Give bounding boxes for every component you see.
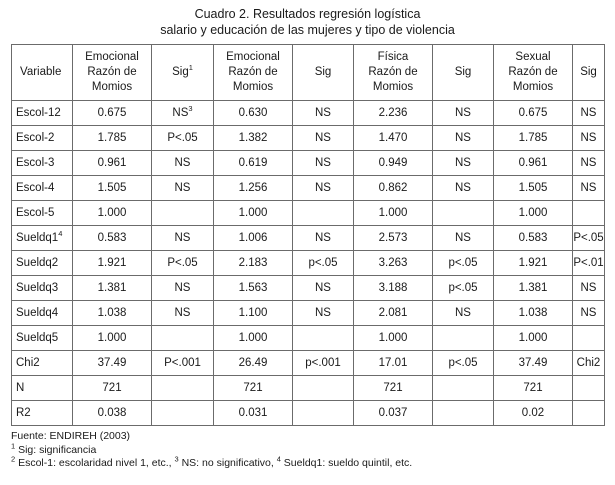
source-note: Fuente: ENDIREH (2003)	[11, 430, 131, 442]
column-header-line: Sig	[172, 66, 189, 78]
row-label	[12, 351, 73, 376]
column-header-line: Emocional	[226, 51, 280, 63]
cell-value: p<.001	[305, 357, 341, 369]
significance-cell	[152, 376, 214, 401]
significance-cell	[573, 276, 605, 301]
column-header-line: Momios	[372, 81, 414, 93]
cell-value: p<.05	[448, 257, 478, 269]
row-label	[12, 376, 73, 401]
significance-cell	[573, 151, 605, 176]
cell-value: 1.038	[518, 307, 548, 319]
odds-ratio-cell	[214, 401, 293, 426]
cell-value: 1.100	[238, 307, 268, 319]
significance-cell	[152, 226, 214, 251]
significance-cell	[433, 251, 494, 276]
cell-value: NS	[455, 132, 471, 144]
cell-value: 0.02	[521, 407, 545, 419]
odds-ratio-cell	[354, 201, 433, 226]
odds-ratio-cell	[494, 151, 573, 176]
cell-value: 0.038	[97, 407, 127, 419]
cell-value: NS	[580, 282, 597, 294]
cell-value: p<.05	[448, 357, 478, 369]
cell-value: 1.000	[378, 332, 408, 344]
significance-cell	[152, 326, 214, 351]
odds-ratio-cell	[73, 251, 152, 276]
table-row	[12, 326, 605, 351]
table-header-row	[12, 45, 605, 101]
odds-ratio-cell	[494, 351, 573, 376]
row-label-text: N	[16, 382, 25, 394]
column-header	[12, 45, 73, 101]
cell-value: 721	[523, 382, 543, 394]
significance-cell	[293, 176, 354, 201]
odds-ratio-cell	[354, 326, 433, 351]
column-header-line: Momios	[512, 81, 554, 93]
row-label-footnote-mark: 4	[58, 229, 63, 239]
footnote-2: $^2$ Escol-1: escolaridad nivel 1, etc., $^3$ NS: no significativo, $^4$ Sueldq1: sueldo quintil, etc.	[11, 454, 413, 469]
column-header	[433, 45, 494, 101]
cell-value: 2.081	[378, 307, 408, 319]
row-label-text: Escol-4	[16, 182, 55, 194]
significance-cell	[293, 326, 354, 351]
odds-ratio-cell	[214, 126, 293, 151]
odds-ratio-cell	[494, 126, 573, 151]
odds-ratio-cell	[354, 351, 433, 376]
cell-value: p<.05	[308, 257, 338, 269]
significance-cell	[293, 151, 354, 176]
significance-cell	[152, 401, 214, 426]
significance-cell	[152, 176, 214, 201]
odds-ratio-cell	[494, 376, 573, 401]
cell-value: NS	[315, 157, 331, 169]
odds-ratio-cell	[494, 326, 573, 351]
odds-ratio-cell	[354, 251, 433, 276]
odds-ratio-cell	[494, 251, 573, 276]
cell-value: 1.470	[378, 132, 408, 144]
cell-value: 721	[102, 382, 122, 394]
row-label-text: Escol-2	[16, 132, 55, 144]
odds-ratio-cell	[73, 176, 152, 201]
row-label	[12, 301, 73, 326]
footnote-1: $^1$ Sig: significancia	[11, 441, 97, 456]
column-header	[494, 45, 573, 101]
significance-cell	[433, 201, 494, 226]
column-header	[573, 45, 605, 101]
cell-value: 2.183	[238, 257, 268, 269]
cell-value: 0.583	[518, 232, 548, 244]
significance-cell	[573, 126, 605, 151]
cell-value: 721	[383, 382, 403, 394]
row-label	[12, 401, 73, 426]
cell-value: NS	[580, 107, 597, 119]
cell-value: P<.001	[164, 357, 201, 369]
cell-value: 37.49	[518, 357, 548, 369]
significance-cell	[152, 301, 214, 326]
odds-ratio-cell	[214, 151, 293, 176]
table-row	[12, 351, 605, 376]
column-header-line: Momios	[91, 81, 133, 93]
cell-value: 1.000	[238, 332, 268, 344]
significance-cell	[433, 376, 494, 401]
row-label	[12, 126, 73, 151]
significance-cell	[433, 326, 494, 351]
significance-cell	[433, 226, 494, 251]
row-label-text: Sueldq1	[16, 232, 59, 244]
odds-ratio-cell	[214, 326, 293, 351]
significance-cell	[152, 101, 214, 126]
column-header-line: Razón de	[368, 66, 418, 78]
table-row	[12, 226, 605, 251]
cell-value: NS	[455, 107, 471, 119]
cell-value: NS	[172, 107, 189, 119]
row-label	[12, 251, 73, 276]
cell-value: 1.000	[97, 332, 127, 344]
odds-ratio-cell	[354, 401, 433, 426]
significance-cell	[293, 276, 354, 301]
odds-ratio-cell	[354, 126, 433, 151]
cell-value: NS	[174, 157, 191, 169]
column-header-line: Sig	[580, 66, 597, 78]
odds-ratio-cell	[494, 226, 573, 251]
column-header	[293, 45, 354, 101]
odds-ratio-cell	[73, 151, 152, 176]
odds-ratio-cell	[494, 401, 573, 426]
column-header-line: Razón de	[228, 66, 278, 78]
significance-cell	[573, 401, 605, 426]
significance-cell	[152, 276, 214, 301]
cell-value: 1.921	[518, 257, 548, 269]
cell-value: 1.000	[518, 207, 548, 219]
cell-value: 0.031	[238, 407, 268, 419]
odds-ratio-cell	[494, 301, 573, 326]
column-header-line: Razón de	[508, 66, 558, 78]
cell-value: 37.49	[97, 357, 127, 369]
significance-cell	[573, 201, 605, 226]
significance-cell	[573, 226, 605, 251]
cell-value: 0.961	[518, 157, 548, 169]
row-label-text: Escol-3	[16, 157, 55, 169]
odds-ratio-cell	[354, 151, 433, 176]
odds-ratio-cell	[354, 176, 433, 201]
significance-cell	[433, 101, 494, 126]
row-label-text: Chi2	[16, 357, 40, 369]
significance-cell	[152, 251, 214, 276]
column-header-line: Razón de	[87, 66, 137, 78]
odds-ratio-cell	[73, 201, 152, 226]
cell-value: 0.675	[97, 107, 127, 119]
row-label-text: Sueldq5	[16, 332, 59, 344]
cell-value: NS	[315, 182, 331, 194]
cell-value: Chi2	[576, 357, 601, 369]
cell-value: 1.256	[238, 182, 268, 194]
significance-cell	[573, 351, 605, 376]
column-header-line: Sig	[314, 66, 332, 78]
cell-value: P<.01	[573, 257, 604, 269]
odds-ratio-cell	[214, 301, 293, 326]
cell-value: 1.921	[97, 257, 127, 269]
odds-ratio-cell	[354, 301, 433, 326]
row-label	[12, 326, 73, 351]
cell-value: NS	[580, 182, 597, 194]
row-label-text: Escol-5	[16, 207, 55, 219]
odds-ratio-cell	[73, 101, 152, 126]
significance-cell	[573, 251, 605, 276]
odds-ratio-cell	[214, 276, 293, 301]
cell-value: NS	[174, 182, 191, 194]
cell-value: 1.563	[238, 282, 268, 294]
odds-ratio-cell	[354, 101, 433, 126]
cell-value: NS	[315, 307, 331, 319]
cell-value: P<.05	[573, 232, 604, 244]
cell-value: 0.583	[97, 232, 127, 244]
odds-ratio-cell	[494, 201, 573, 226]
odds-ratio-cell	[214, 376, 293, 401]
odds-ratio-cell	[494, 176, 573, 201]
row-label	[12, 226, 73, 251]
cell-value: P<.05	[167, 257, 198, 269]
significance-cell	[433, 351, 494, 376]
odds-ratio-cell	[354, 376, 433, 401]
cell-value: 1.382	[238, 132, 268, 144]
cell-value: 1.785	[97, 132, 127, 144]
row-label-text: Sueldq3	[16, 282, 59, 294]
table-body	[12, 101, 605, 426]
cell-value: NS	[315, 282, 331, 294]
significance-cell	[433, 151, 494, 176]
cell-value: NS	[580, 307, 597, 319]
cell-value: NS	[455, 307, 471, 319]
cell-footnote-mark: 3	[188, 104, 193, 114]
cell-value: 0.675	[518, 107, 548, 119]
odds-ratio-cell	[494, 101, 573, 126]
table-row	[12, 376, 605, 401]
cell-value: 0.619	[238, 157, 268, 169]
cell-value: 1.381	[518, 282, 548, 294]
row-label	[12, 176, 73, 201]
odds-ratio-cell	[494, 276, 573, 301]
significance-cell	[573, 301, 605, 326]
table-row	[12, 276, 605, 301]
odds-ratio-cell	[214, 226, 293, 251]
cell-value: 1.000	[97, 207, 127, 219]
odds-ratio-cell	[354, 226, 433, 251]
row-label	[12, 151, 73, 176]
significance-cell	[293, 351, 354, 376]
cell-value: 0.862	[378, 182, 408, 194]
odds-ratio-cell	[73, 226, 152, 251]
odds-ratio-cell	[73, 126, 152, 151]
cell-value: p<.05	[448, 282, 478, 294]
significance-cell	[573, 101, 605, 126]
table-row	[12, 251, 605, 276]
cell-value: 1.038	[97, 307, 127, 319]
significance-cell	[293, 126, 354, 151]
row-label-text: Escol-12	[16, 107, 61, 119]
table-row	[12, 401, 605, 426]
table-row	[12, 126, 605, 151]
column-header	[73, 45, 152, 101]
significance-cell	[293, 251, 354, 276]
odds-ratio-cell	[214, 201, 293, 226]
cell-value: 721	[243, 382, 263, 394]
significance-cell	[152, 201, 214, 226]
significance-cell	[293, 101, 354, 126]
significance-cell	[433, 276, 494, 301]
odds-ratio-cell	[214, 101, 293, 126]
cell-value: 1.000	[518, 332, 548, 344]
column-header-line: Física	[377, 51, 409, 63]
row-label	[12, 101, 73, 126]
row-label-text: Sueldq2	[16, 257, 59, 269]
column-header-line: Variable	[20, 66, 62, 78]
cell-value: 1.000	[238, 207, 268, 219]
table-row	[12, 101, 605, 126]
cell-value: NS	[580, 157, 597, 169]
cell-value: 26.49	[238, 357, 268, 369]
significance-cell	[433, 401, 494, 426]
odds-ratio-cell	[214, 176, 293, 201]
significance-cell	[433, 126, 494, 151]
cell-value: P<.05	[167, 132, 198, 144]
cell-value: NS	[455, 157, 471, 169]
significance-cell	[293, 401, 354, 426]
cell-value: NS	[455, 232, 471, 244]
cell-value: 1.006	[238, 232, 268, 244]
header-footnote-mark: 1	[188, 63, 193, 73]
column-header	[354, 45, 433, 101]
column-header	[214, 45, 293, 101]
table-caption	[0, 6, 615, 38]
column-header-line: Momios	[232, 81, 274, 93]
row-label	[12, 201, 73, 226]
significance-cell	[433, 176, 494, 201]
cell-value: 17.01	[378, 357, 408, 369]
odds-ratio-cell	[214, 351, 293, 376]
significance-cell	[573, 376, 605, 401]
table-row	[12, 301, 605, 326]
cell-value: 3.263	[378, 257, 408, 269]
cell-value: NS	[315, 232, 331, 244]
odds-ratio-cell	[354, 276, 433, 301]
significance-cell	[152, 151, 214, 176]
row-label-text: R2	[16, 407, 31, 419]
table-row	[12, 176, 605, 201]
cell-value: 0.630	[238, 107, 268, 119]
table-notes	[11, 430, 412, 471]
significance-cell	[152, 351, 214, 376]
cell-value: 0.961	[97, 157, 127, 169]
cell-value: NS	[174, 307, 191, 319]
caption-line-2: salario y educación de las mujeres y tipo de violencia	[160, 23, 455, 37]
odds-ratio-cell	[73, 276, 152, 301]
column-header-line: Emocional	[85, 51, 139, 63]
significance-cell	[293, 201, 354, 226]
significance-cell	[433, 301, 494, 326]
cell-value: NS	[455, 182, 471, 194]
column-header-line: Sig	[454, 66, 472, 78]
table-row	[12, 201, 605, 226]
cell-value: 0.949	[378, 157, 408, 169]
significance-cell	[293, 376, 354, 401]
cell-value: 1.505	[97, 182, 127, 194]
row-label-text: Sueldq4	[16, 307, 59, 319]
cell-value: 2.236	[378, 107, 408, 119]
significance-cell	[293, 301, 354, 326]
cell-value: NS	[174, 232, 191, 244]
cell-value: 2.573	[378, 232, 408, 244]
significance-cell	[152, 126, 214, 151]
cell-value: NS	[315, 107, 331, 119]
odds-ratio-cell	[73, 401, 152, 426]
odds-ratio-cell	[73, 376, 152, 401]
odds-ratio-cell	[73, 326, 152, 351]
table-row	[12, 151, 605, 176]
cell-value: 1.000	[378, 207, 408, 219]
significance-cell	[573, 326, 605, 351]
cell-value: 1.505	[518, 182, 548, 194]
column-header-line: Sexual	[515, 51, 551, 63]
significance-cell	[293, 226, 354, 251]
caption-line-1: Cuadro 2. Resultados regresión logística	[194, 7, 421, 21]
cell-value: NS	[315, 132, 331, 144]
cell-value: 1.381	[97, 282, 127, 294]
regression-results-table	[11, 44, 605, 426]
cell-value: NS	[174, 282, 191, 294]
cell-value: 1.785	[518, 132, 548, 144]
cell-value: NS	[580, 132, 597, 144]
odds-ratio-cell	[214, 251, 293, 276]
odds-ratio-cell	[73, 301, 152, 326]
row-label	[12, 276, 73, 301]
column-header	[152, 45, 214, 101]
significance-cell	[573, 176, 605, 201]
cell-value: 0.037	[378, 407, 408, 419]
odds-ratio-cell	[73, 351, 152, 376]
cell-value: 3.188	[378, 282, 408, 294]
